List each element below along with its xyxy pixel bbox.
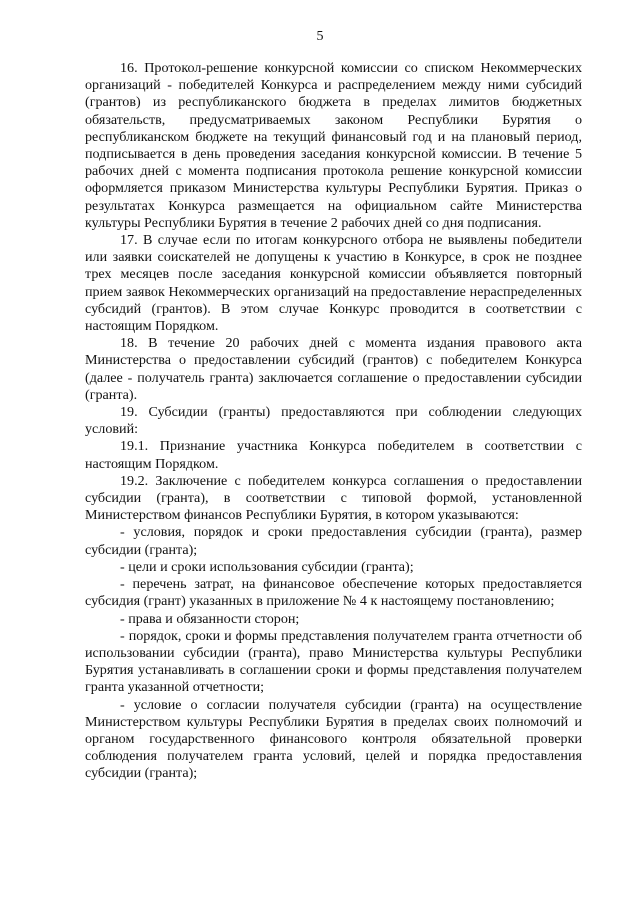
list-item-costs: - перечень затрат, на финансовое обеспечение которых предоставляется субсидия (грант) указанных в приложение № 4 к настоящему постановлению; [85,576,582,610]
paragraph-19-1: 19.1. Признание участника Конкурса победителем в соответствии с настоящим Порядком. [85,438,582,472]
list-item-consent: - условие о согласии получателя субсидии (гранта) на осуществление Министерством культуры Республики Бурятия в пределах своих полномочий и органом государственного финансового контроля обязательной проверки соблюдения получателем гранта условий, целей и порядка предоставления субсидии (гранта); [85,696,582,782]
list-item-conditions: - условия, порядок и сроки предоставления субсидии (гранта), размер субсидии (гранта); [85,524,582,558]
paragraph-17: 17. В случае если по итогам конкурсного отбора не выявлены победители или заявки соискателей не допущены к участию в Конкурсе, в срок не позднее трех месяцев после заседания конкурсной комиссии объявляется повторный прием заявок Некоммерческих организаций на предоставление нераспределенных субсидий (грантов). В этом случае Конкурс проводится в соответствии с настоящим Порядком. [85,232,582,335]
document-body [85,60,582,783]
paragraph-19: 19. Субсидии (гранты) предоставляются при соблюдении следующих условий: [85,404,582,438]
paragraph-16: 16. Протокол-решение конкурсной комиссии со списком Некоммерческих организаций - победителей Конкурса и распределением между ними субсидий (грантов) из республиканского бюджета в пределах лимитов бюджетных обязательств, предусматриваемых законом Республики Бурятия о республиканском бюджете на текущий финансовый год и на плановый период, подписывается в день проведения заседания конкурсной комиссии. В течение 5 рабочих дней с момента подписания протокола решение конкурсной комиссии оформляется приказом Министерства культуры Республики Бурятия. Приказ о результатах Конкурса размещается на официальном сайте Министерства культуры Республики Бурятия в течение 2 рабочих дней со дня подписания. [85,60,582,231]
page-number: 5 [316,29,324,44]
list-item-rights: - права и обязанности сторон; [120,610,300,627]
list-item-goals: - цели и сроки использования субсидии (гранта); [120,558,414,575]
list-item-reporting: - порядок, сроки и формы представления получателем гранта отчетности об использовании субсидии (гранта), право Министерства культуры Республики Бурятия устанавливать в соглашении сроки и формы представления получателем гранта указанной отчетности; [85,627,582,696]
paragraph-18: 18. В течение 20 рабочих дней с момента издания правового акта Министерства о предоставлении субсидий (грантов) с победителем Конкурса (далее - получатель гранта) заключается соглашение о предоставлении субсидии (гранта). [85,335,582,403]
paragraph-19-2: 19.2. Заключение с победителем конкурса соглашения о предоставлении субсидии (гранта), в соответствии с типовой формой, установленной Министерством финансов Республики Бурятия, в котором указываются: [85,472,582,524]
